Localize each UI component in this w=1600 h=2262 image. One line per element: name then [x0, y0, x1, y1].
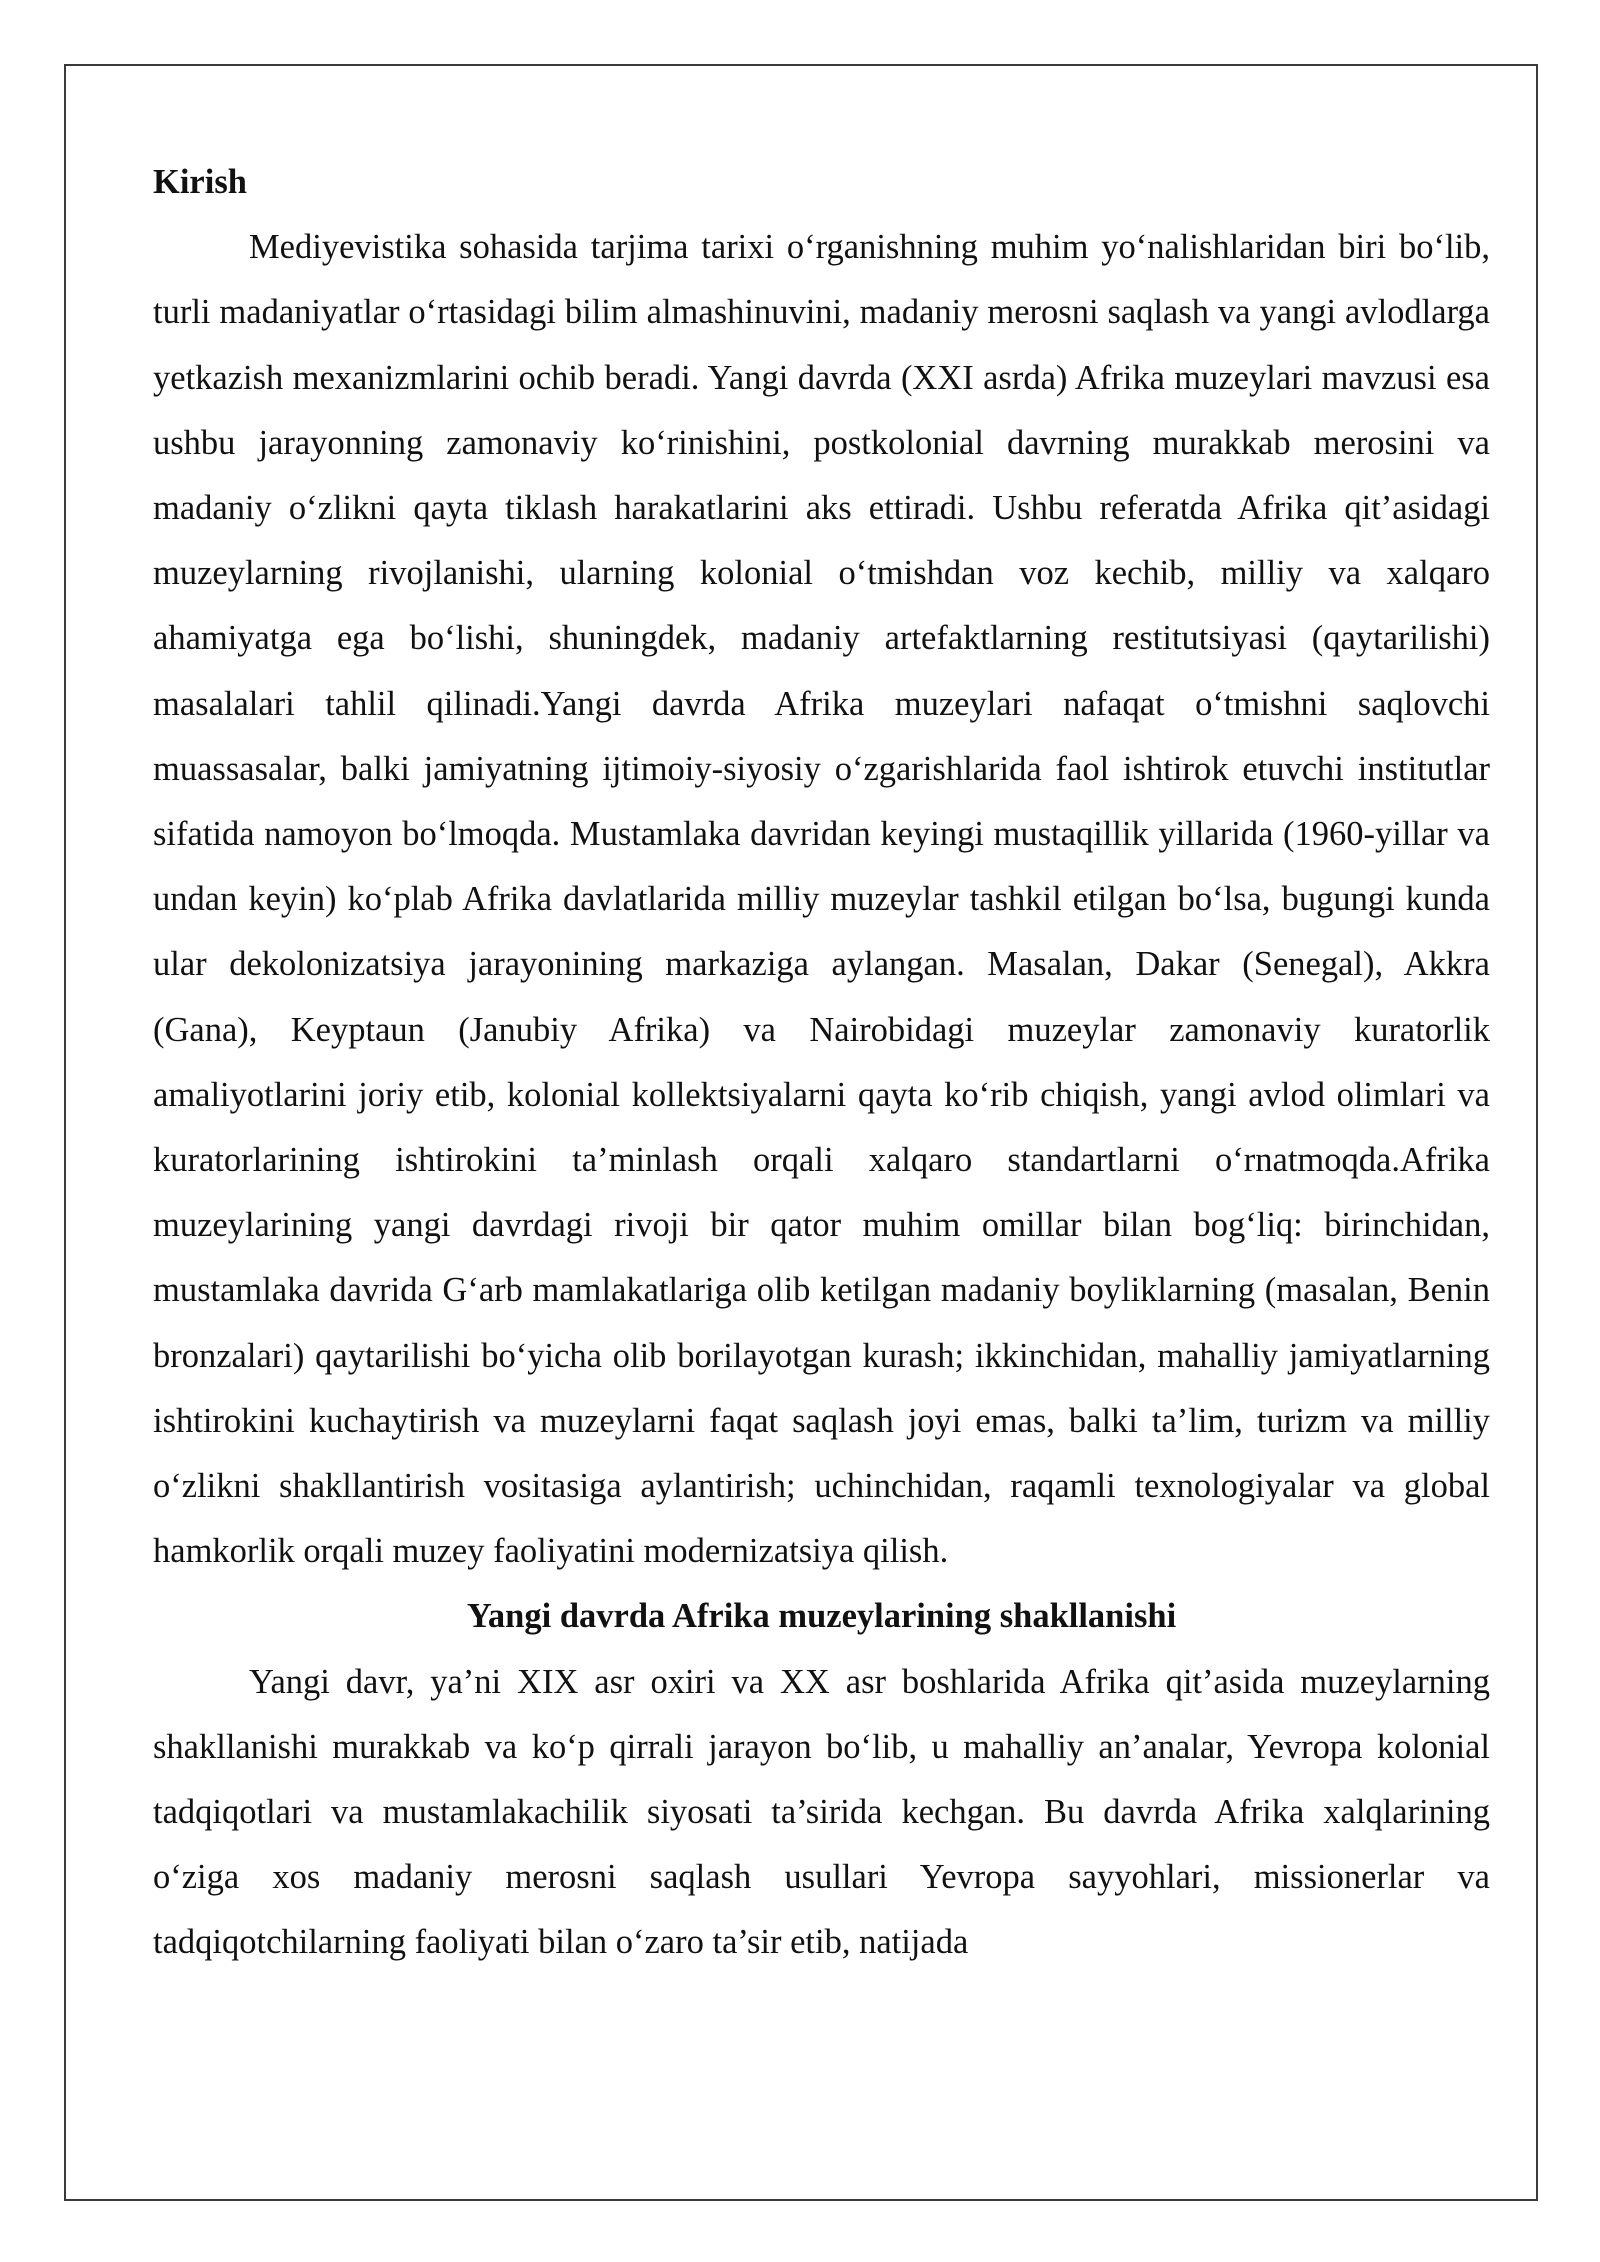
- paragraph-introduction: Mediyevistika sohasida tarjima tarixi o‘rganishning muhim yo‘nalishlaridan biri bo‘lib, turli madaniyatlar o‘rtasidagi bilim almashinuvini, madaniy merosni saqlash va yangi avlodlarga yetkazish mexanizmlarini ochib beradi. Yangi davrda (XXI asrda) Afrika muzeylari mavzusi esa ushbu jarayonning zamonaviy ko‘rinishini, postkolonial davrning murakkab merosini va madaniy o‘zlikni qayta tiklash harakatlarini aks ettiradi. Ushbu referatda Afrika qit’asidagi muzeylarning rivojlanishi, ularning kolonial o‘tmishdan voz kechib, milliy va xalqaro ahamiyatga ega bo‘lishi, shuningdek, madaniy artefaktlarning restitutsiyasi (qaytarilishi) masalalari tahlil qilinadi.Yangi davrda Afrika muzeylari nafaqat o‘tmishni saqlovchi muassasalar, balki jamiyatning ijtimoiy-siyosiy o‘zgarishlarida faol ishtirok etuvchi institutlar sifatida namoyon bo‘lmoqda. Mustamlaka davridan keyingi mustaqillik yillarida (1960-yillar va undan keyin) ko‘plab Afrika davlatlarida milliy muzeylar tashkil etilgan bo‘lsa, bugungi kunda ular dekolonizatsiya jarayonining markaziga aylangan. Masalan, Dakar (Senegal), Akkra (Gana), Keyptaun (Janubiy Afrika) va Nairobidagi muzeylar zamonaviy kuratorlik amaliyotlarini joriy etib, kolonial kollektsiyalarni qayta ko‘rib chiqish, yangi avlod olimlari va kuratorlarining ishtirokini ta’minlash orqali xalqaro standartlarni o‘rnatmoqda.Afrika muzeylarining yangi davrdagi rivoji bir qator muhim omillar bilan bog‘liq: birinchidan, mustamlaka davrida G‘arb mamlakatlariga olib ketilgan madaniy boyliklarning (masalan, Benin bronzalari) qaytarilishi bo‘yicha olib borilayotgan kurash; ikkinchidan, mahalliy jamiyatlarning ishtirokini kuchaytirish va muzeylarni faqat saqlash joyi emas, balki ta’lim, turizm va milliy o‘zlikni shakllantirish vositasiga aylantirish; uchinchidan, raqamli texnologiyalar va global hamkorlik orqali muzey faoliyatini modernizatsiya qilish.: [153, 228, 1490, 1571]
- paragraph-formation: Yangi davr, ya’ni XIX asr oxiri va XX asr boshlarida Afrika qit’asida muzeylarning shakllanishi murakkab va ko‘p qirrali jarayon bo‘lib, u mahalliy an’analar, Yevropa kolonial tadqiqotlari va mustamlakachilik siyosati ta’sirida kechgan. Bu davrda Afrika xalqlarining o‘ziga xos madaniy merosni saqlash usullari Yevropa sayyohlari, missionerlar va tadqiqotchilarning faoliyati bilan o‘zaro ta’sir etib, natijada: [153, 1662, 1490, 1962]
- section-heading-introduction: Kirish: [153, 163, 247, 201]
- document-body: [153, 150, 1490, 1976]
- section-heading-formation: Yangi davrda Afrika muzeylarining shakllanishi: [466, 1597, 1177, 1636]
